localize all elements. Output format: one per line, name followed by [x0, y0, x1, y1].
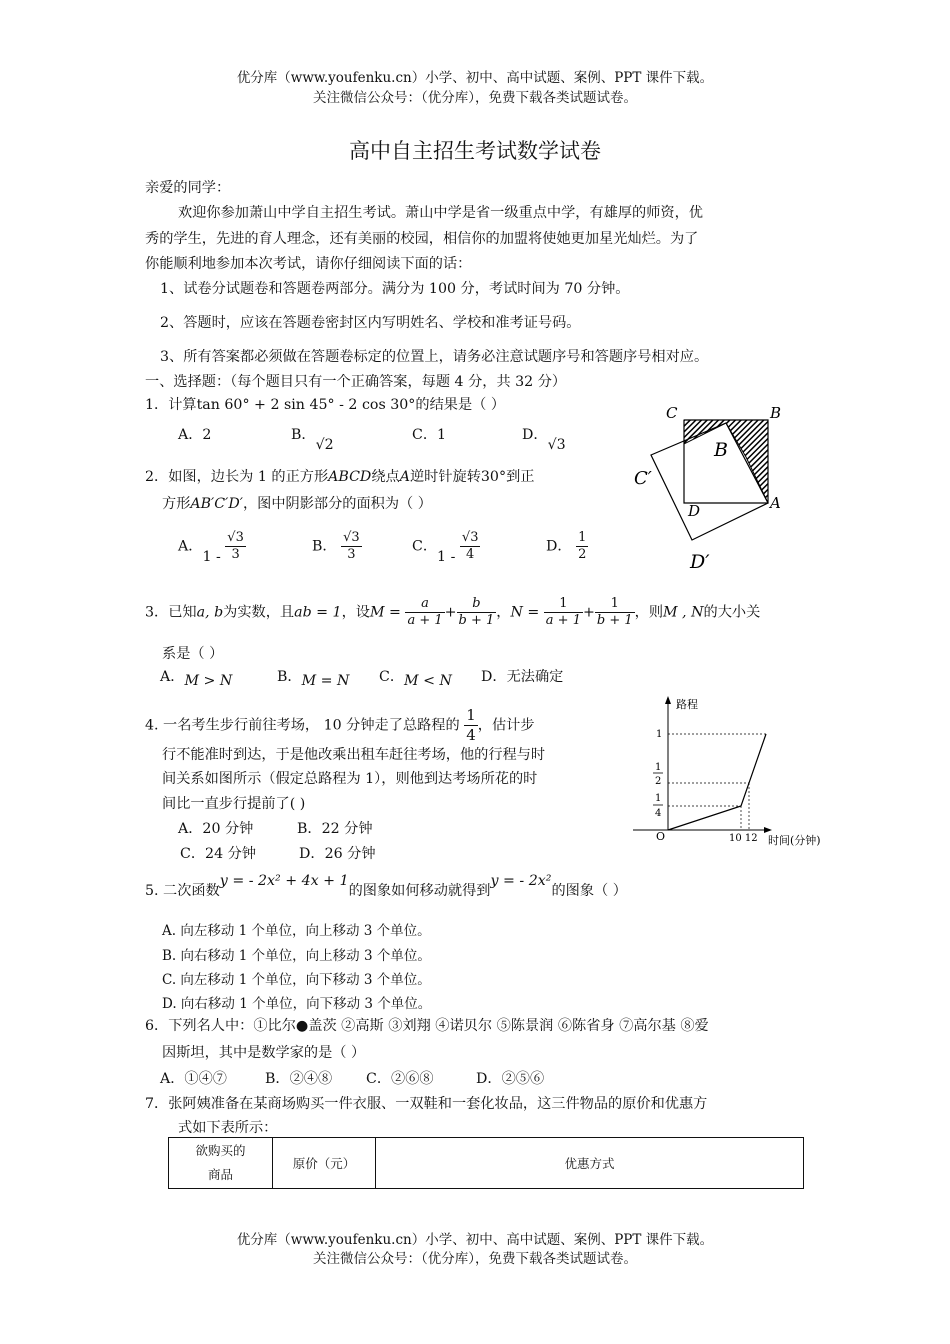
q3-frac-1-num: a	[405, 596, 444, 613]
q7-col-item	[169, 1138, 273, 1189]
q4-y-tick-half-den: 2	[655, 776, 662, 787]
intro-para-2: 秀的学生，先进的育人理念，还有美丽的校园，相信你的加盟将使她更加星光灿烂。为了	[145, 231, 699, 247]
q5-option-b: B. 向右移动 1 个单位，向上移动 3 个单位。	[162, 948, 431, 964]
header-line-2: 关注微信公众号：（优分库），免费下载各类试题试卷。	[313, 90, 637, 106]
q2-option-d-den: 2	[578, 547, 587, 562]
q1-option-b-label: B．	[291, 427, 316, 443]
q2-option-c-num: √3	[461, 530, 479, 545]
q2-option-d	[546, 530, 588, 563]
q2-rotated-square-name: AB′C′D′	[190, 496, 243, 512]
q3-option-c-label: C．	[379, 669, 405, 685]
q2-text-e: 方形	[162, 496, 191, 512]
q4-x-arrow	[764, 827, 772, 833]
q2-text-d: 到正	[506, 469, 535, 485]
q5-function-1: y = - 2x² + 4x + 1	[219, 873, 349, 889]
q2-point-a: A	[399, 469, 410, 485]
q2-option-a-label: A．	[178, 538, 203, 555]
q6-option-a: A．①④⑦	[160, 1071, 227, 1087]
q3-m-eq: M =	[369, 604, 401, 621]
q2-option-d-label: D．	[546, 538, 572, 555]
rule-1: 1、试卷分试题卷和答题卷两部分。满分为 100 分，考试时间为 70 分钟。	[160, 281, 630, 297]
q3-option-a-label: A．	[160, 669, 185, 685]
q4-stem-line-3: 间关系如图所示（假定总路程为 1），则他到达考场所花的时	[162, 771, 538, 787]
q3-option-d: D．无法确定	[481, 669, 564, 685]
rule-3: 3、所有答案都必须做在答题卷标定的位置上，请务必注意试题序号和答题序号相对应。	[160, 349, 709, 365]
q4-fraction	[464, 706, 478, 745]
q3-option-b	[277, 666, 350, 689]
q2-option-b-num: √3	[343, 530, 360, 545]
q4-y-tick-half-num: 1	[655, 762, 662, 773]
q4-text-b: ，估计步	[477, 717, 535, 734]
q7-col-discount: 优惠方式	[376, 1138, 804, 1189]
q2-option-b-den: 3	[347, 547, 356, 562]
q3-option-a-value: M > N	[184, 673, 233, 689]
q5-option-c: C. 向左移动 1 个单位，向下移动 3 个单位。	[162, 972, 431, 988]
q1-option-c: C．1	[412, 427, 447, 443]
q1-prefix: 1．计算	[145, 397, 197, 413]
q2-label-a: A	[770, 494, 781, 512]
q4-stem-line-4: 间比一直步行提前了( )	[162, 796, 306, 812]
q2-label-c-rotated: C′	[634, 468, 652, 489]
q1-expression: tan 60° + 2 sin 45° - 2 cos 30°	[196, 397, 416, 413]
q7-col-item-line-1: 欲购买的	[195, 1143, 246, 1158]
q3-stem-line-2: 系是（ ）	[162, 646, 224, 662]
q3-option-a	[160, 666, 233, 689]
q2-option-b-fraction	[341, 530, 362, 563]
q4-option-b: B．22 分钟	[297, 821, 373, 837]
q5-option-a: A. 向左移动 1 个单位，向上移动 3 个单位。	[162, 923, 431, 939]
q2-option-c-fraction	[460, 530, 481, 563]
q2-option-a-num: √3	[227, 530, 244, 545]
q3-text-d: ，则	[634, 604, 664, 621]
rule-2: 2、答题时，应该在答题卷密封区内写明姓名、学校和准考证号码。	[160, 315, 581, 331]
q2-option-a	[178, 530, 246, 563]
q2-option-a-den: 3	[231, 547, 240, 562]
footer-line-2: 关注微信公众号：（优分库），免费下载各类试题试卷。	[313, 1251, 637, 1267]
q2-text-b: 绕点	[371, 469, 400, 485]
q1-option-d	[522, 424, 566, 453]
q3-frac-2-num: b	[457, 596, 497, 613]
q6-option-b: B．②④⑧	[265, 1071, 333, 1087]
q2-stem-line-2	[162, 493, 432, 513]
q1-option-b-value: √2	[315, 437, 334, 453]
q6-stem-line-2: 因斯坦，其中是数学家的是（ ）	[162, 1045, 366, 1061]
q1-option-d-label: D．	[522, 427, 548, 443]
q1-option-a: A．2	[178, 427, 212, 443]
q2-text-c: 逆时针旋转	[409, 469, 481, 485]
q4-option-d: D．26 分钟	[299, 846, 376, 862]
q6-stem-line-1: 6．下列名人中：①比尔●盖茨 ②高斯 ③刘翔 ④诺贝尔 ⑤陈景润 ⑥陈省身 ⑦高尔基 ⑧爱	[145, 1018, 709, 1034]
intro-para-3: 你能顺利地参加本次考试，请你仔细阅读下面的话：	[145, 256, 472, 272]
q3-mn: M , N	[663, 604, 704, 621]
q2-shaded-region	[684, 420, 768, 503]
q1-option-d-value: √3	[547, 437, 566, 453]
q2-label-b: B	[770, 404, 782, 422]
q3-frac-3	[544, 596, 583, 629]
q6-option-c: C．②⑥⑧	[366, 1071, 434, 1087]
q2-option-d-fraction	[576, 530, 588, 563]
q7-table	[168, 1137, 804, 1189]
q2-label-b-rotated: B	[714, 439, 728, 461]
q3-text-e: 的大小关	[703, 604, 761, 621]
q4-y-label: 路程	[676, 698, 698, 711]
q4-y-tick-1: 1	[656, 729, 663, 740]
q1-stem	[145, 394, 505, 414]
q2-text-a: 2．如图，边长为 1 的正方形	[145, 469, 329, 485]
q4-stem-line-2: 行不能准时到达，于是他改乘出租车赶往考场，他的行程与时	[162, 747, 546, 763]
q2-option-c-label: C．	[412, 538, 438, 555]
q3-frac-2-den: b + 1	[458, 613, 495, 628]
q5-text-b: 的图象如何移动就得到	[348, 883, 491, 899]
q3-text-a: 3．已知	[145, 604, 197, 621]
q5-text-a: 5. 二次函数	[145, 883, 220, 899]
q3-option-b-value: M = N	[301, 673, 350, 689]
q4-option-c: C．24 分钟	[180, 846, 256, 862]
q3-frac-4	[595, 596, 635, 629]
q4-path-line	[668, 734, 766, 830]
q4-y-tick-quarter-den: 4	[655, 808, 662, 819]
q3-vars: a, b	[196, 604, 224, 621]
q3-condition: ab = 1	[294, 604, 342, 621]
q2-option-c-pre: 1 -	[437, 548, 456, 565]
footer-line-1: 优分库（www.youfenku.cn）小学、初中、高中试题、案例、PPT 课件下载。	[236, 1232, 714, 1248]
q7-stem-line-2: 式如下表所示：	[178, 1120, 278, 1136]
q2-option-d-num: 1	[578, 530, 587, 545]
q3-plus-2: +	[582, 604, 595, 621]
q5-stem	[145, 873, 627, 900]
q2-option-c-den: 4	[466, 547, 475, 562]
q2-option-a-fraction	[225, 530, 246, 563]
q1-suffix: 的结果是（ ）	[415, 397, 506, 413]
q2-stem-line-1	[145, 466, 534, 486]
q4-y-tick-quarter-num: 1	[655, 793, 662, 804]
q2-text-f: ，图中阴影部分的面积为（ ）	[242, 496, 432, 512]
q2-label-d: D	[688, 502, 701, 520]
q3-comma: ，	[496, 604, 511, 621]
q4-distance-time-graph	[628, 692, 843, 852]
page-title: 高中自主招生考试数学试卷	[349, 139, 601, 163]
q3-text-c: ，设	[341, 604, 370, 621]
q2-option-c	[412, 530, 480, 563]
q3-frac-1-den: a + 1	[407, 613, 443, 628]
q3-option-c	[379, 666, 452, 689]
q2-label-d-rotated: D′	[690, 551, 710, 573]
q2-rotated-square-figure	[630, 400, 800, 575]
q4-option-a: A．20 分钟	[178, 821, 254, 837]
intro-para-1: 欢迎你参加萧山中学自主招生考试。萧山中学是省一级重点中学，有雄厚的师资，优	[178, 205, 703, 221]
q4-x-label: 时间(分钟)	[768, 834, 821, 847]
q2-square-name: ABCD	[328, 469, 372, 485]
q5-function-2: y = - 2x²	[490, 873, 552, 889]
q3-stem-line-1	[145, 596, 760, 629]
q2-option-b-label: B．	[312, 538, 337, 555]
q6-option-d: D．②⑤⑥	[476, 1071, 545, 1087]
q3-frac-2	[457, 596, 497, 629]
q7-col-price: 原价（元）	[273, 1138, 376, 1189]
q4-x-ticks: 10 12	[729, 833, 758, 844]
q3-frac-3-den: a + 1	[545, 613, 581, 628]
header-line-1: 优分库（www.youfenku.cn）小学、初中、高中试题、案例、PPT 课件下载。	[236, 70, 714, 86]
q2-option-a-pre: 1 -	[202, 548, 221, 565]
table-row	[169, 1138, 804, 1189]
q4-fraction-num: 1	[466, 706, 476, 724]
greeting: 亲爱的同学：	[145, 180, 231, 196]
q2-label-c: C	[666, 404, 678, 422]
q4-stem-line-1	[145, 706, 535, 745]
q1-option-b	[291, 424, 334, 453]
q5-option-d: D. 向右移动 1 个单位，向下移动 3 个单位。	[162, 996, 432, 1012]
q3-option-c-value: M < N	[404, 673, 452, 689]
q3-n-eq: N =	[510, 604, 540, 621]
q3-frac-4-den: b + 1	[596, 613, 633, 628]
q3-frac-1	[405, 596, 444, 629]
q2-option-b	[312, 530, 362, 563]
q4-fraction-den: 4	[466, 726, 476, 744]
q3-text-b: 为实数，且	[223, 604, 295, 621]
q5-text-c: 的图象（ ）	[551, 883, 627, 899]
q4-y-arrow	[665, 696, 671, 704]
section-1-title: 一、选择题：（每个题目只有一个正确答案，每题 4 分，共 32 分）	[145, 374, 567, 390]
q3-frac-4-num: 1	[595, 596, 635, 613]
q2-angle: 30°	[480, 469, 507, 485]
q7-col-item-line-2: 商品	[207, 1167, 233, 1182]
q3-frac-3-num: 1	[544, 596, 583, 613]
q4-origin: O	[656, 830, 666, 843]
q3-plus-1: +	[444, 604, 457, 621]
q3-option-b-label: B．	[277, 669, 302, 685]
q4-text-a: 4. 一名考生步行前往考场， 10 分钟走了总路程的	[145, 717, 460, 734]
q7-stem-line-1: 7．张阿姨准备在某商场购买一件衣服、一双鞋和一套化妆品，这三件物品的原价和优惠方	[145, 1096, 708, 1112]
